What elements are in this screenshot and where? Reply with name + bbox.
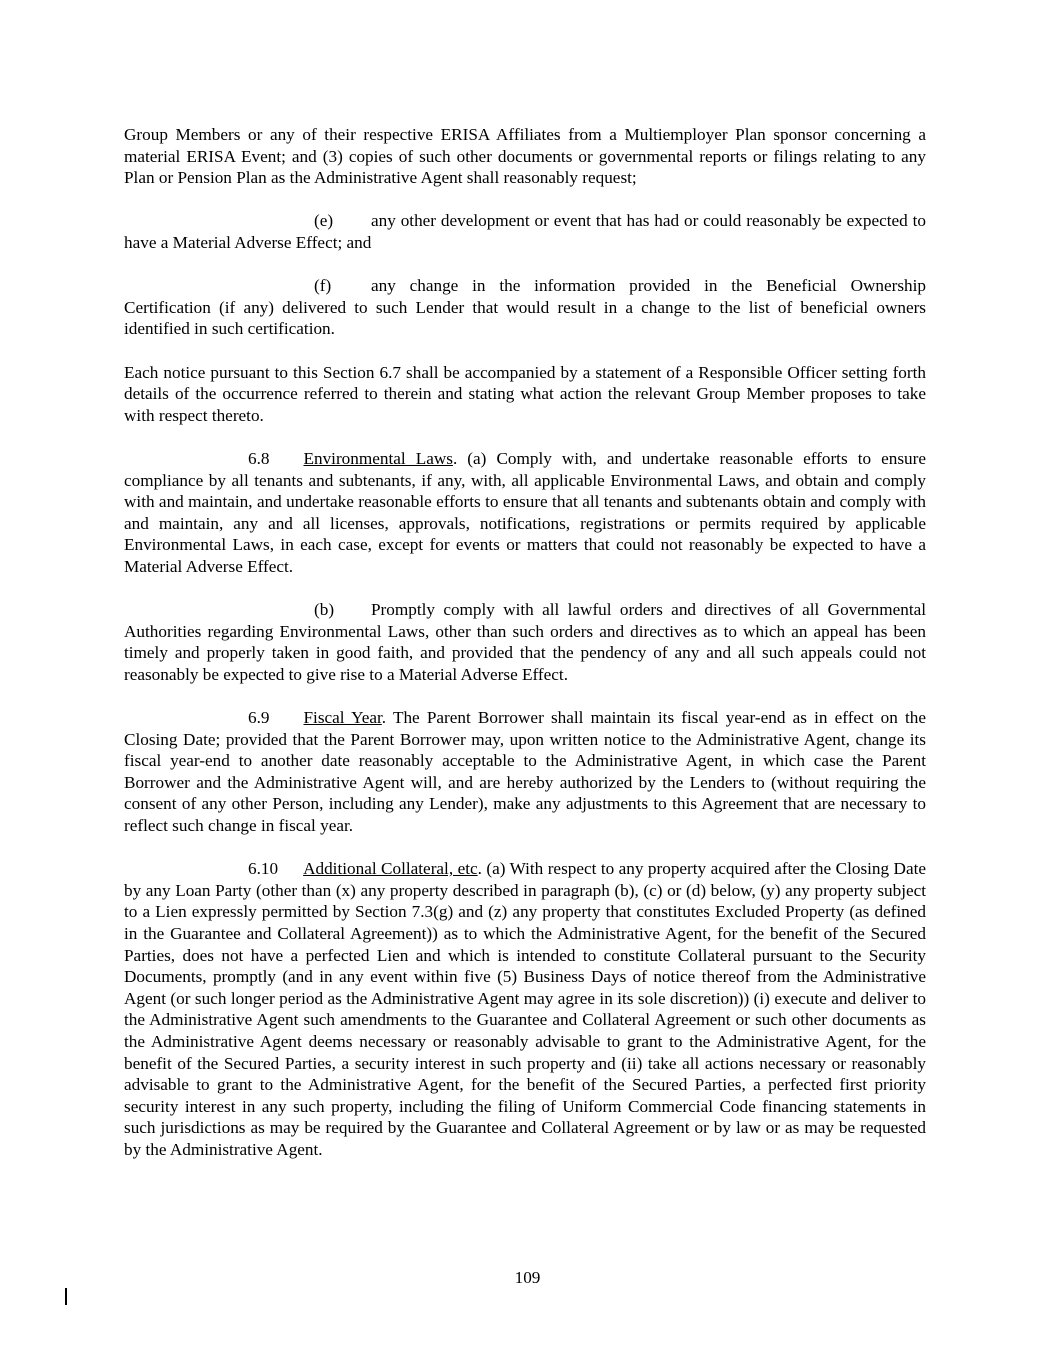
section-6-10-title: Additional Collateral, etc: [303, 859, 478, 879]
section-6-10: [124, 858, 926, 1160]
section-6-8-clause-b-label: (b): [314, 600, 335, 620]
clause-e: [124, 210, 926, 253]
section-6-9-number: 6.9: [248, 708, 270, 728]
section-6-8-clause-b: [124, 599, 926, 685]
section-6-9-text: . The Parent Borrower shall maintain its fiscal year-end as in effect on the Closing Date; provided that the Parent Borrower may, upon written notice to the Administrative Agent, change its fiscal year-end to another date reasonably acceptable to the Administrative Agent, in which case the Parent Borrower and the Administrative Agent will, and are hereby authorized by the Lenders to (without requiring the consent of any other Person, including any Lender), make any adjustments to this Agreement that are necessary to reflect such change in fiscal year.: [124, 708, 926, 835]
section-6-8-text: . (a) Comply with, and undertake reasonable efforts to ensure compliance by all tenants and subtenants, if any, with, all applicable Environmental Laws, and obtain and comply with and maintain, and undertake reasonable efforts to ensure that all tenants and subtenants obtain and comply with and maintain, any and all licenses, approvals, notifications, registrations or permits required by applicable Environmental Laws, in each case, except for events or matters that could not reasonably be expected to have a Material Adverse Effect.: [124, 448, 927, 576]
paragraph-continuation: Group Members or any of their respective ERISA Affiliates from a Multiemployer Plan sponsor concerning a material ERISA Event; and (3) copies of such other documents or governmental reports or filings relating to any Plan or Pension Plan as the Administrative Agent shall reasonably request;: [124, 125, 926, 188]
section-6-9-title: Fiscal Year: [303, 708, 382, 728]
section-6-8-clause-b-text: Promptly comply with all lawful orders and directives of all Governmental Authorities regarding Environmental Laws, other than such orders and directives as to which an appeal has been timely and properly taken in good faith, and provided that the pendency of any and all such appeals could not reasonably be expected to give rise to a Material Adverse Effect.: [124, 600, 926, 684]
section-6-8: [124, 448, 926, 578]
clause-e-label: (e): [314, 211, 334, 231]
page-number: 109: [514, 1268, 541, 1287]
section-6-9: [124, 707, 926, 837]
clause-f: [124, 275, 926, 340]
clause-f-text: any change in the information provided in the Beneficial Ownership Certification (if any) delivered to such Lender that would result in a change to the list of beneficial owners identified in such certification.: [124, 276, 926, 339]
clause-e-text: any other development or event that has had or could reasonably be expected to have a Material Adverse Effect; and: [124, 211, 926, 252]
notice-paragraph: Each notice pursuant to this Section 6.7 shall be accompanied by a statement of a Responsible Officer setting forth details of the occurrence referred to therein and stating what action the relevant Group Member proposes to take with respect thereto.: [124, 362, 926, 425]
revision-margin-bar: [65, 1288, 67, 1305]
section-6-10-text: . (a) With respect to any property acquired after the Closing Date by any Loan Party (other than (x) any property described in paragraph (b), (c) or (d) below, (y) any property subject to a Lien expressly permitted by Section 7.3(g) and (z) any property that constitutes Excluded Property (as defined in the Guarantee and Collateral Agreement)) as to which the Administrative Agent, for the benefit of the Secured Parties, does not have a perfected Lien and which is intended to constitute Collateral pursuant to the Security Documents, promptly (and in any event within five (5) Business Days of notice thereof from the Administrative Agent (or such longer period as the Administrative Agent may agree in its sole discretion)) (i) execute and deliver to the Administrative Agent such amendments to the Guarantee and Collateral Agreement or such other documents as the Administrative Agent deems necessary or reasonably advisable to grant to the Administrative Agent, for the benefit of the Secured Parties, a security interest in such property and (ii) take all actions necessary or reasonably advisable to grant to the Administrative Agent, for the benefit of the Secured Parties, a perfected first priority security interest in any such property, including the filing of Uniform Commercial Code financing statements in such jurisdictions as may be required by the Guarantee and Collateral Agreement or by law or as may be requested by the Administrative Agent.: [124, 859, 926, 1159]
section-6-8-title: Environmental Laws: [303, 448, 453, 468]
document-body: [124, 124, 926, 1182]
section-6-8-number: 6.8: [248, 448, 270, 468]
section-6-10-number: 6.10: [248, 859, 279, 879]
clause-f-label: (f): [314, 276, 332, 296]
